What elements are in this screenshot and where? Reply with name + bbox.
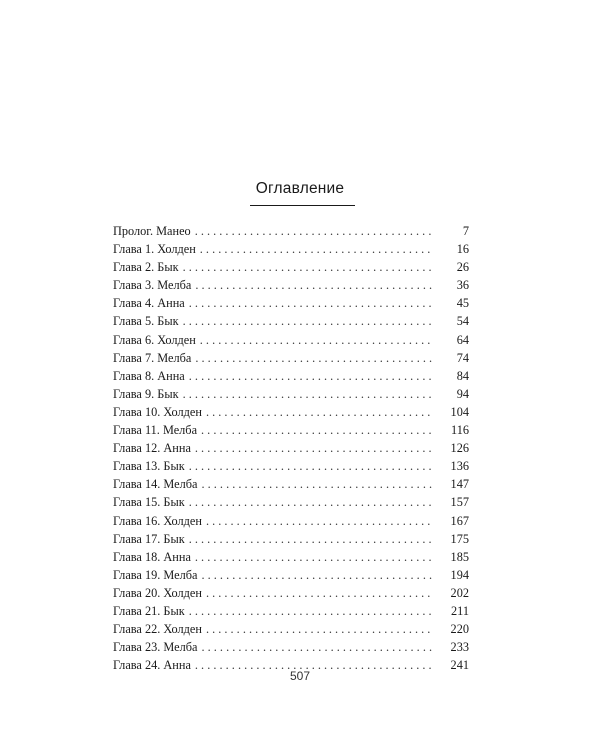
toc-entry-page: 233 <box>450 640 469 655</box>
toc-entry-page: 74 <box>456 350 469 365</box>
toc-entry-page: 136 <box>450 459 469 474</box>
toc-entry[interactable] <box>113 240 469 258</box>
dot-leader <box>195 439 433 457</box>
toc-entry[interactable] <box>113 512 469 530</box>
toc-entry-page: 36 <box>456 278 469 293</box>
toc-entry[interactable] <box>113 349 469 367</box>
toc-entry-page: 185 <box>450 549 469 564</box>
dot-leader <box>189 457 433 475</box>
toc-entry[interactable] <box>113 403 469 421</box>
toc-entry[interactable] <box>113 493 469 511</box>
toc-entry-page: 147 <box>450 477 469 492</box>
toc-entry-page: 241 <box>450 658 469 673</box>
toc-entry[interactable] <box>113 331 469 349</box>
toc-entry-title: Пролог. Манео <box>113 224 191 238</box>
toc-entry-page: 116 <box>451 423 469 438</box>
toc-entry-title: Глава 10. Холден <box>113 404 202 419</box>
toc-entry-title: Глава 4. Анна <box>113 296 185 311</box>
toc-entry-page: 220 <box>450 622 469 637</box>
dot-leader <box>206 620 433 638</box>
toc-entry[interactable] <box>113 312 469 330</box>
dot-leader <box>201 638 433 656</box>
toc-entry[interactable] <box>113 421 469 439</box>
toc-entry-title: Глава 23. Мелба <box>113 640 198 655</box>
dot-leader <box>195 222 433 240</box>
dot-leader <box>195 276 433 294</box>
toc-entry-title: Глава 15. Бык <box>113 495 185 510</box>
heading-underline <box>250 205 355 206</box>
toc-entry[interactable] <box>113 385 469 403</box>
toc-entry[interactable] <box>113 439 469 457</box>
toc-entry-title: Глава 17. Бык <box>113 531 185 546</box>
toc-entry-page: 64 <box>456 332 469 347</box>
toc-entry-page: 16 <box>456 242 469 257</box>
toc-entry-page: 126 <box>450 441 469 456</box>
toc-entry-page: 45 <box>456 296 469 311</box>
toc-entry-page: 54 <box>456 314 469 329</box>
dot-leader <box>200 240 433 258</box>
toc-entry-title: Глава 3. Мелба <box>113 278 192 293</box>
toc-entry-page: 175 <box>450 531 469 546</box>
dot-leader <box>189 294 433 312</box>
toc-entry-page: 157 <box>450 495 469 510</box>
toc-entry[interactable] <box>113 548 469 566</box>
toc-entry-title: Глава 21. Бык <box>113 603 185 618</box>
toc-entry-title: Глава 11. Мелба <box>113 423 198 438</box>
toc-entry-title: Глава 19. Мелба <box>113 567 198 582</box>
toc-entry-title: Глава 20. Холден <box>113 585 202 600</box>
toc-entry-page: 194 <box>450 567 469 582</box>
toc-entry[interactable] <box>113 475 469 493</box>
dot-leader <box>206 403 433 421</box>
toc-entry[interactable] <box>113 222 469 240</box>
toc-entry-page: 7 <box>462 224 469 238</box>
toc-entry-title: Глава 22. Холден <box>113 622 202 637</box>
toc-entry-title: Глава 5. Бык <box>113 314 179 329</box>
toc-entry[interactable] <box>113 457 469 475</box>
dot-leader <box>206 512 433 530</box>
dot-leader <box>189 602 433 620</box>
toc-entry-title: Глава 24. Анна <box>113 658 191 673</box>
dot-leader <box>200 331 433 349</box>
dot-leader <box>201 421 433 439</box>
dot-leader <box>201 475 433 493</box>
toc-entry-title: Глава 18. Анна <box>113 549 191 564</box>
toc-entry[interactable] <box>113 530 469 548</box>
toc-entry[interactable] <box>113 367 469 385</box>
toc-entry-title: Глава 12. Анна <box>113 441 191 456</box>
toc-entry-title: Глава 16. Холден <box>113 513 202 528</box>
toc-entry[interactable] <box>113 620 469 638</box>
toc-list <box>113 222 469 674</box>
toc-entry[interactable] <box>113 602 469 620</box>
toc-entry-title: Глава 13. Бык <box>113 459 185 474</box>
toc-entry-title: Глава 6. Холден <box>113 332 196 347</box>
toc-entry-page: 211 <box>451 603 469 618</box>
dot-leader <box>201 566 433 584</box>
toc-entry-page: 167 <box>450 513 469 528</box>
toc-entry-title: Глава 8. Анна <box>113 368 185 383</box>
dot-leader <box>189 367 433 385</box>
toc-entry-title: Глава 2. Бык <box>113 260 179 275</box>
toc-entry-page: 202 <box>450 585 469 600</box>
toc-entry[interactable] <box>113 638 469 656</box>
toc-entry-title: Глава 9. Бык <box>113 386 179 401</box>
dot-leader <box>195 349 433 367</box>
toc-entry-page: 84 <box>456 368 469 383</box>
toc-entry-title: Глава 14. Мелба <box>113 477 198 492</box>
dot-leader <box>183 312 433 330</box>
toc-entry[interactable] <box>113 584 469 602</box>
dot-leader <box>195 548 433 566</box>
toc-heading: Оглавление <box>255 180 345 197</box>
toc-entry[interactable] <box>113 276 469 294</box>
toc-entry-page: 94 <box>456 386 469 401</box>
toc-entry-title: Глава 7. Мелба <box>113 350 192 365</box>
toc-entry-page: 26 <box>456 260 469 275</box>
dot-leader <box>189 493 433 511</box>
dot-leader <box>206 584 433 602</box>
toc-entry[interactable] <box>113 258 469 276</box>
toc-entry[interactable] <box>113 566 469 584</box>
toc-entry[interactable] <box>113 294 469 312</box>
dot-leader <box>183 258 433 276</box>
dot-leader <box>189 530 433 548</box>
dot-leader <box>183 385 433 403</box>
toc-entry-title: Глава 1. Холден <box>113 242 196 257</box>
toc-entry-page: 104 <box>450 404 469 419</box>
page-number: 507 <box>289 669 311 683</box>
